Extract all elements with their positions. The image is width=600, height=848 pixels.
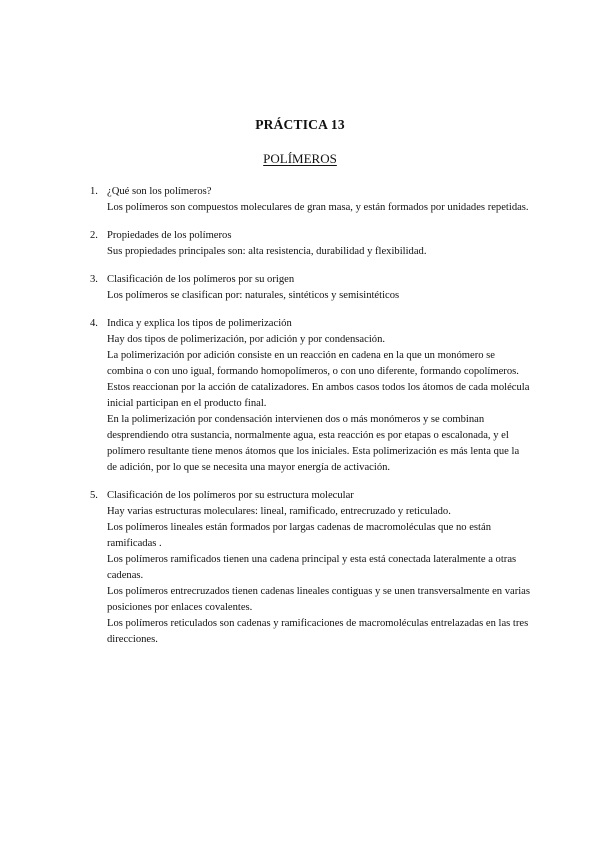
- list-item: [90, 272, 530, 304]
- item-paragraph: Los polímeros lineales están formados por largas cadenas de macromoléculas que no están ramificadas .: [107, 522, 491, 549]
- document-subtitle: POLÍMEROS: [263, 151, 337, 166]
- item-heading: Clasificación de los polímeros por su origen: [107, 274, 295, 285]
- document-title: PRÁCTICA 13: [255, 117, 345, 132]
- item-number: 4.: [90, 318, 98, 329]
- item-heading: Indica y explica los tipos de polimerización: [107, 318, 292, 329]
- item-paragraph: Los polímeros entrecruzados tienen cadenas lineales contiguas y se unen transversalmente en varias posiciones por enlaces covalentes.: [107, 586, 531, 613]
- item-paragraph: Los polímeros ramificados tienen una cadena principal y esta está conectada lateralmente a otras cadenas.: [107, 554, 517, 581]
- item-paragraph: En la polimerización por condensación intervienen dos o más monómeros y se combinan desprendiendo otra sustancia, normalmente agua, esta reacción es por etapas o escalonada, y el polímero resultante tiene menos átomos que los iniciales. Esta polimerización es más lenta que la de adición, por lo que se necesita una mayor energía de activación.: [107, 414, 520, 473]
- item-paragraph: Los polímeros reticulados son cadenas y ramificaciones de macromoléculas entrelazadas en las tres direcciones.: [107, 618, 529, 645]
- list-item: [90, 488, 530, 648]
- item-heading: Clasificación de los polímeros por su estructura molecular: [107, 490, 354, 501]
- item-number: 3.: [90, 274, 98, 285]
- item-paragraph: La polimerización por adición consiste en un reacción en cadena en la que un monómero se combina o con uno igual, formando homopolímeros, o con uno diferente, formando copolímeros. Estos reaccionan por la acción de catalizadores. En ambos casos todos los átomos de cada molécula inicial participan en el producto final.: [107, 350, 530, 409]
- item-paragraph: Los polímeros se clasifican por: naturales, sintéticos y semisintéticos: [107, 290, 400, 301]
- item-number: 1.: [90, 186, 98, 197]
- item-number: 5.: [90, 490, 98, 501]
- list-item: [90, 228, 530, 260]
- question-list: [90, 184, 530, 660]
- list-item: [90, 316, 530, 476]
- item-paragraph: Sus propiedades principales son: alta resistencia, durabilidad y flexibilidad.: [107, 246, 427, 257]
- item-heading: Propiedades de los polímeros: [107, 230, 232, 241]
- list-item: [90, 184, 530, 216]
- item-paragraph: Hay dos tipos de polimerización, por adición y por condensación.: [107, 334, 386, 345]
- item-heading: ¿Qué son los polímeros?: [107, 186, 212, 197]
- item-number: 2.: [90, 230, 98, 241]
- item-paragraph: Hay varias estructuras moleculares: lineal, ramificado, entrecruzado y reticulado.: [107, 506, 451, 517]
- item-paragraph: Los polímeros son compuestos moleculares de gran masa, y están formados por unidades repetidas.: [107, 202, 529, 213]
